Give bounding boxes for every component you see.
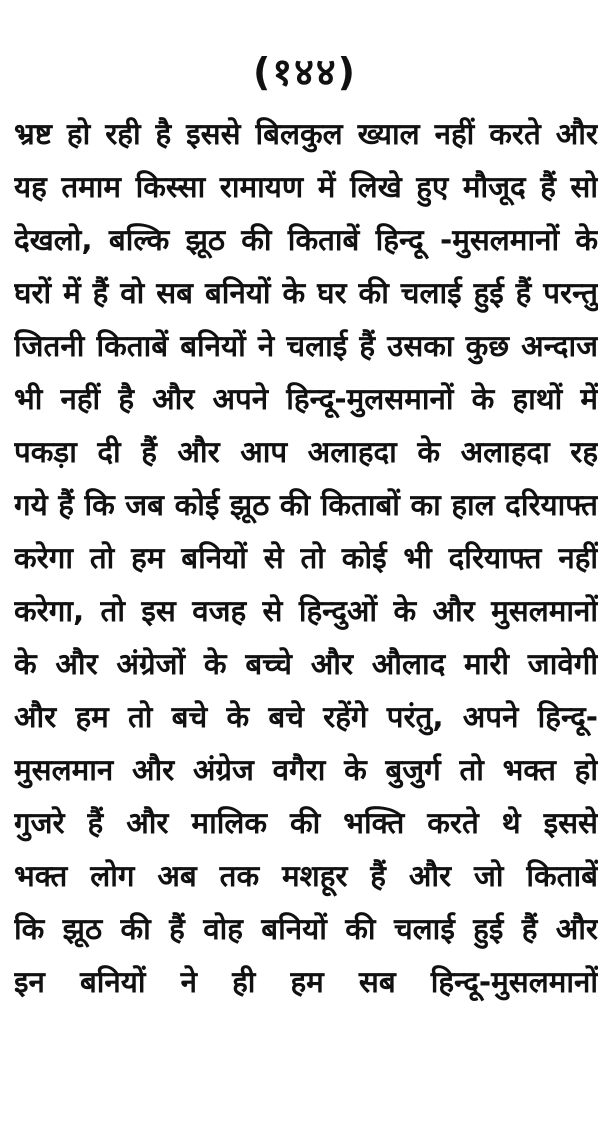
text-line-1: भ्रष्ट हो रही है इससे बिलकुल ख्याल नहीं करते और <box>14 117 598 151</box>
text-line-2: यह तमाम किस्सा रामायण में लिखे हुए मौजूद हैं सो <box>14 170 598 204</box>
text-line-11: के और अंग्रेजों के बच्चे और औलाद मारी जावेगी <box>14 647 598 681</box>
text-line-14: गुजरे हैं और मालिक की भक्ति करते थे इससे <box>14 806 598 840</box>
text-line-5: जितनी किताबें बनियों ने चलाई हैं उसका कुछ अन्दाज <box>14 329 598 363</box>
text-line-4: घरों में हैं वो सब बनियों के घर की चलाई हुई हैं परन्तु <box>14 276 598 310</box>
text-line-10: करेगा, तो इस वजह से हिन्दुओं के और मुसलमानों <box>14 594 598 628</box>
text-line-6: भी नहीं है और अपने हिन्दू-मुलसमानों के हाथों में <box>14 382 598 416</box>
text-line-7: पकड़ा दी हैं और आप अलाहदा के अलाहदा रह <box>14 435 598 469</box>
text-line-16: कि झूठ की हैं वोह बनियों की चलाई हुई हैं और <box>14 912 598 946</box>
text-line-13: मुसलमान और अंग्रेज वगैरा के बुजुर्ग तो भक्त हो <box>14 753 598 787</box>
page-number: (१४४) <box>252 50 357 94</box>
text-line-15: भक्त लोग अब तक मशहूर हैं और जो किताबें <box>14 859 598 893</box>
text-line-8: गये हैं कि जब कोई झूठ की किताबों का हाल दरियाफ्त <box>14 488 598 522</box>
body-text <box>14 108 598 1009</box>
text-line-9: करेगा तो हम बनियों से तो कोई भी दरियाफ्त नहीं <box>14 541 598 575</box>
text-line-3: देखलो, बल्कि झूठ की किताबें हिन्दू -मुसलमानों के <box>14 223 598 257</box>
text-line-12: और हम तो बचे के बचे रहेंगे परंतु, अपने हिन्दू- <box>14 700 598 734</box>
text-line-17: इन बनियों ने ही हम सब हिन्दू-मुसलमानों <box>14 965 598 999</box>
